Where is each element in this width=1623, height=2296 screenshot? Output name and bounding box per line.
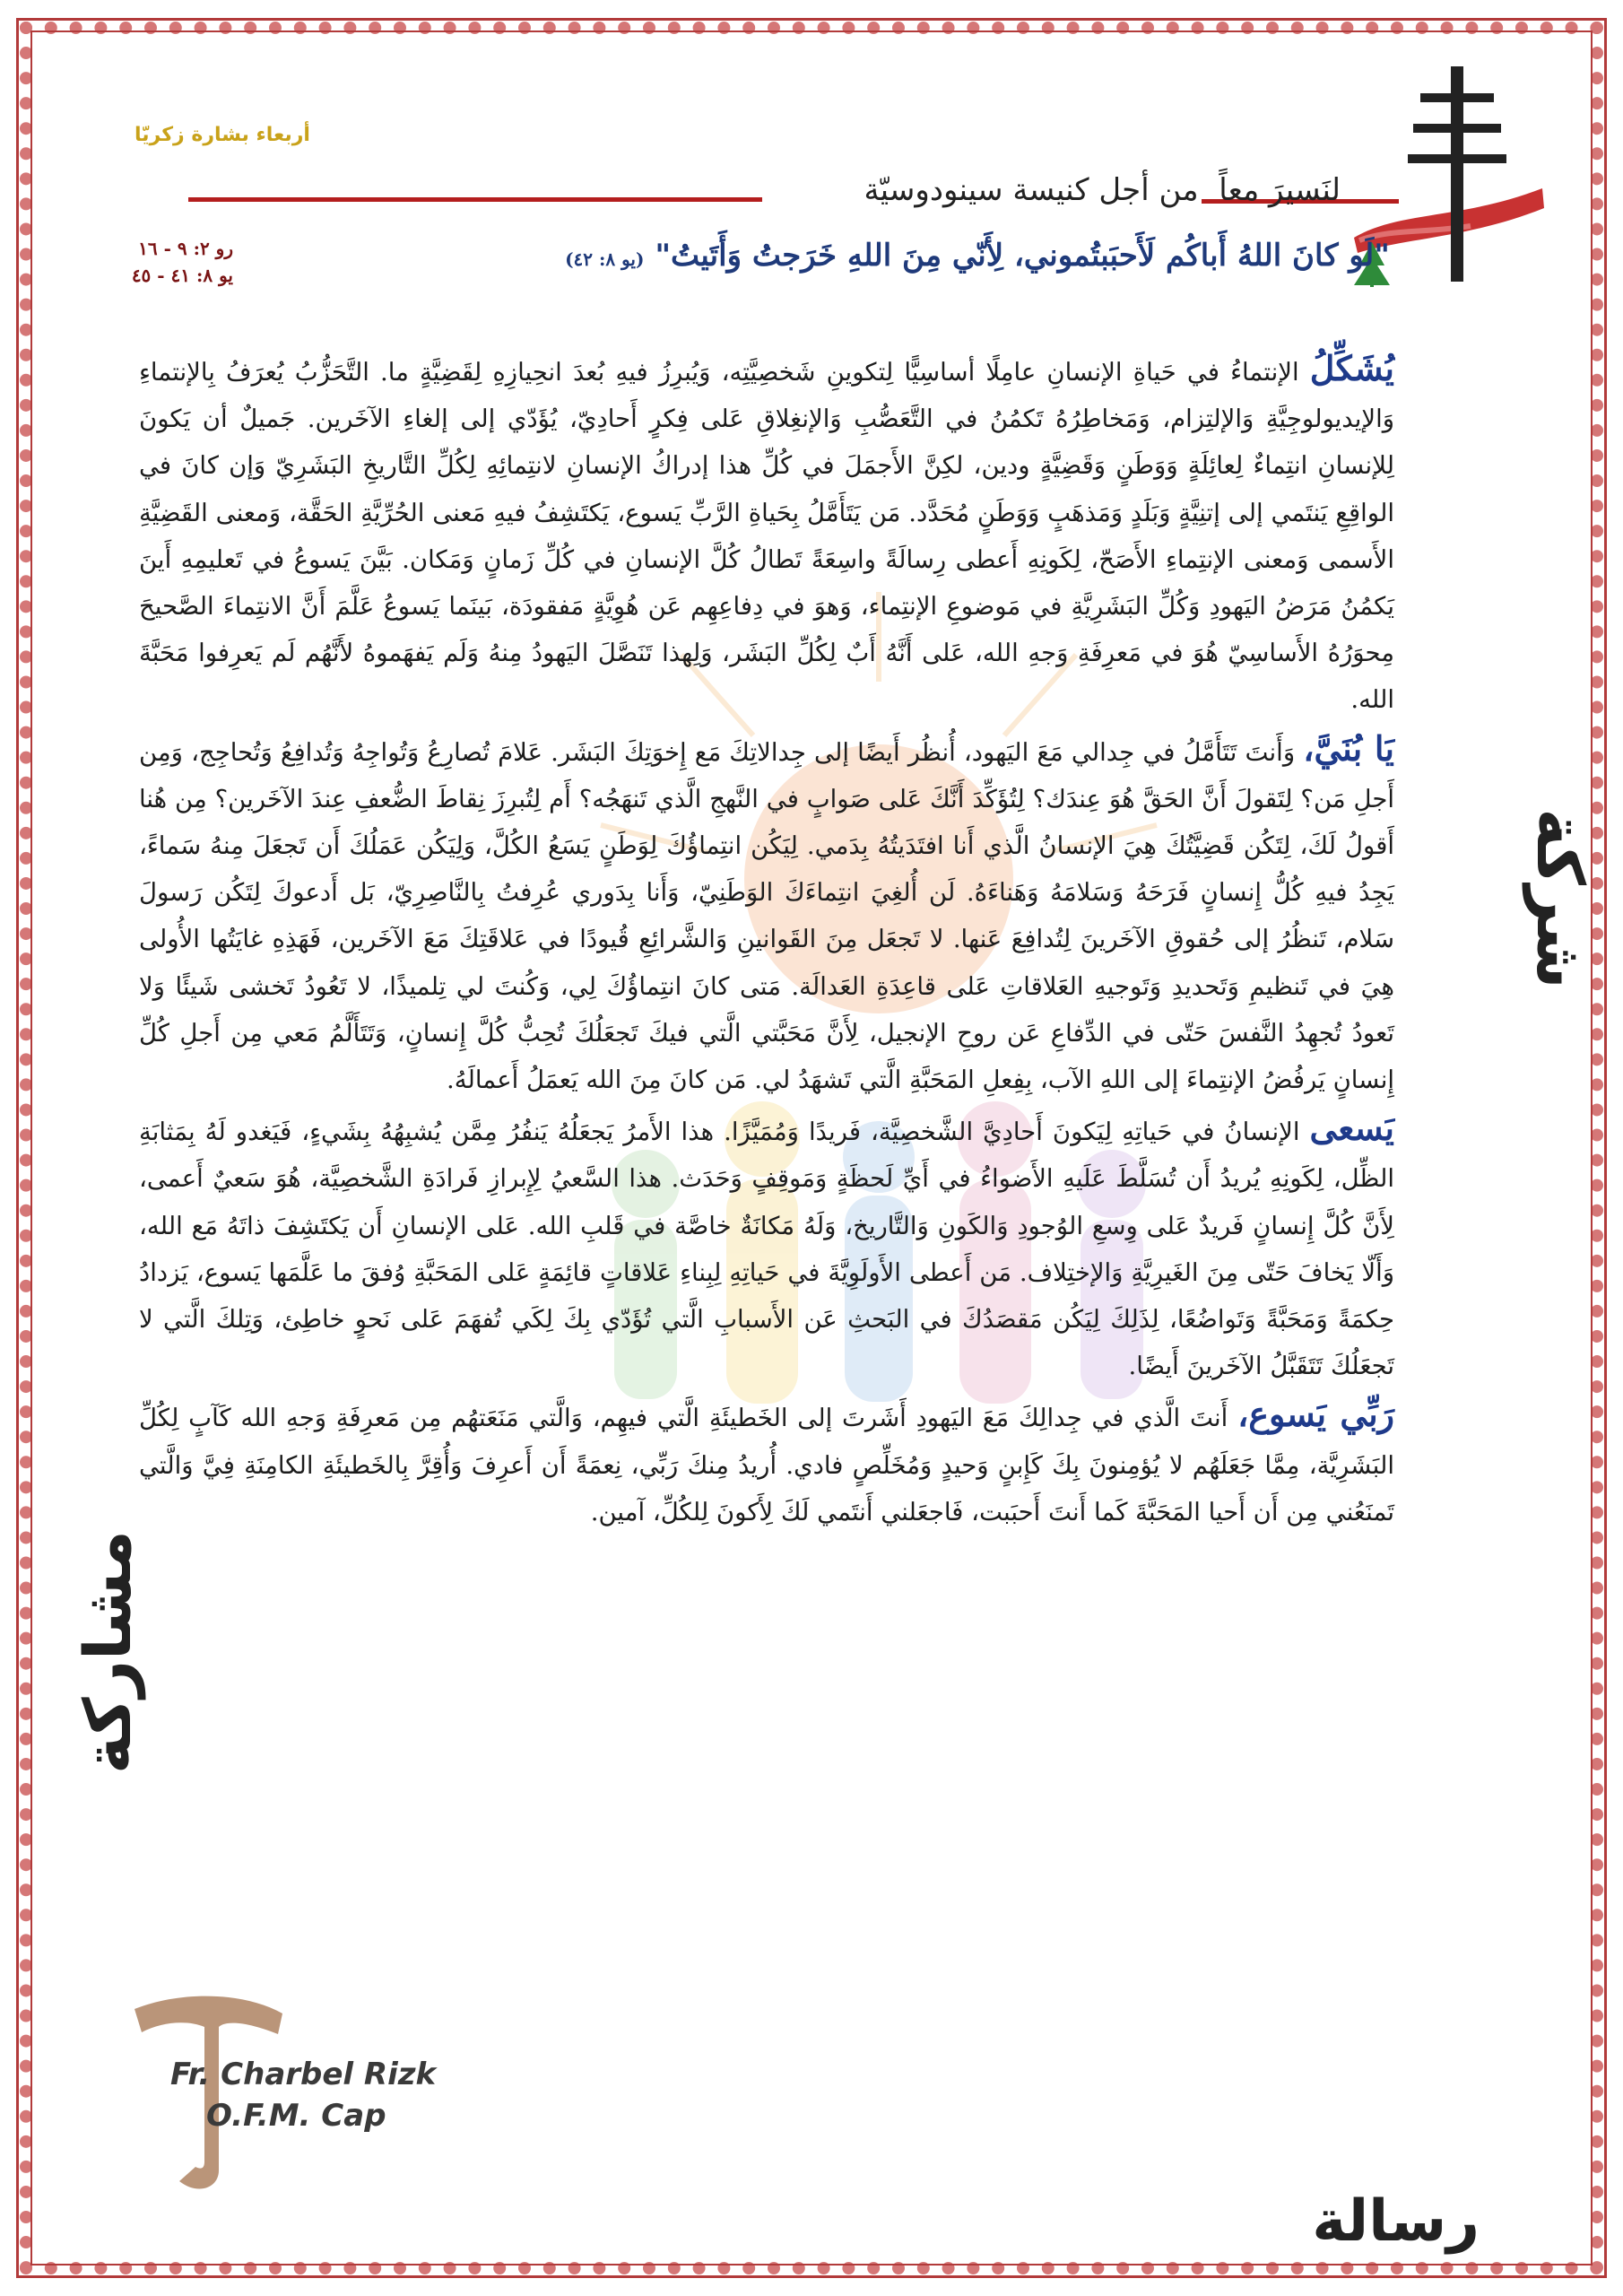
paragraph-seeks — [139, 1105, 1394, 1389]
paragraph-prayer — [139, 1391, 1394, 1535]
paragraph-lead-word: يَا بُنَيَّ، — [1303, 727, 1394, 769]
paragraph-text: الإنسانُ في حَياتِهِ لِيَكونَ أَحادِيَّ الشَّخصِيَّة، فَريدًا وَمُمَيَّزًا. هذا الأَمرُ يَجعَلُهُ يَنفُرُ مِمَّن يُشبِهُهُ بِشَيءٍ، فَيَغدو لَهُ بِمَثابَةِ الظِّل، لِكَونِهِ يُريدُ أَن تُسَلَّطَ عَلَيهِ الأَضواءُ في أَيِّ لَحظَةٍ وَمَوقِفٍ وَحَدَث. هذا السَّعيُ لِإِبرازِ فَرادَةِ الشَّخصِيَّة، هُوَ سَعيٌ أَعمى، لِأَنَّ كُلَّ إِنسانٍ فَريدٌ عَلى وِسعِ الوُجودِ وَالكَونِ وَالتَّاريخ، وَلَهُ مَكانَةٌ خاصَّة في قَلبِ الله. عَلى الإنسانِ أَن يَكتَشِفَ ذاتَهُ مَع الله، وَأَلّا يَخافَ حَتّى مِنَ الغَيرِيَّةِ وَالإختِلاف. مَن أَعطى الأَولَوِيَّةَ في حَياتِهِ لِبِناءِ عَلاقاتٍ قائِمَةٍ عَلى المَحَبَّةِ وُفقَ ما عَلَّمَها يَسوع، يَزدادُ حِكمَةً وَمَحَبَّةً وَتَواضُعًا، لِذَلِكَ لِيَكُن مَقصَدُكَ في البَحثِ عَن الأَسبابِ الَّتي تُؤَدّي بِكَ لِكَي تُفهَمَ عَلى نَحوٍ خاطِئ، وَتِلكَ الَّتي لا تَجعَلُكَ تَتَقَبَّلُ الآخَرينَ أَيضًا. — [139, 1118, 1394, 1381]
paragraph-lead-word: يَسعى — [1309, 1108, 1394, 1149]
header-slogan-rest: من أجل كنيسة سينودوسيّة — [864, 172, 1199, 208]
side-word-participation: مشاركة — [70, 1530, 145, 1774]
quote-text: "لَو كانَ اللهُ أَباكُم لَأَحبَبتُموني، لِأَنّي مِنَ اللهِ خَرَجتُ وَأَتَيتُ" — [655, 238, 1390, 274]
paragraph-text: الإنتماءُ في حَياةِ الإنسانِ عامِلًا أساسِيًّا لِتكوينِ شَخصِيَّتِه، وَيُبرِزُ فيهِ بُعدَ انحِيازِهِ لِقَضِيَّةٍ ما. التَّحَزُّبُ يُعرَفُ بِالإنتماءِ وَالإيديولوجِيَّةِ وَالإلتِزام، وَمَخاطِرُهُ تَكمُنُ في التَّعَصُّبِ وَالإنغِلاقِ عَلى فِكرٍ أَحادِيّ، يُؤَدّي إلى إلغاءِ الآخَرين. جَميلٌ أن يَكونَ لِلإنسانِ انتِماءٌ لِعائِلَةٍ وَوَطَنٍ وَقَضِيَّةٍ ودين، لكِنَّ الأَجمَلَ في كُلِّ هذا إدراكُ الإنسانِ لانتِمائِهِ لِكُلِّ التَّاريخِ البَشَرِيّ وَإن كانَ في الواقِعِ يَنتَمي إلى إتنِيَّةٍ وَبَلَدٍ وَمَذهَبٍ وَوَطَنٍ مُحَدَّد. مَن يَتَأَمَّلُ بِحَياةِ الرَّبِّ يَسوع، يَكتَشِفُ فيهِ مَعنى الحُرِّيَّةِ الحَقَّة، وَمعنى القَضِيَّةِ الأَسمى وَمعنى الإنتِماءِ الأَصَحّ، لِكَونِهِ أَعطى رِسالَةً واسِعَةً تَطالُ كُلَّ الإنسانِ في كُلِّ زَمانٍ وَمَكان. بَيَّنَ يَسوعُ في تَعليمِهِ أَينَ يَكمُنُ مَرَضُ اليَهودِ وَكُلِّ البَشَرِيَّةِ في مَوضوعِ الإنتِماء، وَهوَ في دِفاعِهِم عَن هُوِيَّةٍ مَفقودَة، بَينَما يَسوعُ عَلَّمَ أَنَّ الانتِماءَ الصَّحيحَ مِحوَرُهُ الأَساسِيّ هُوَ في مَعرِفَةِ وَجهِ الله، عَلى أَنَّهُ أَبٌ لِكُلِّ البَشَر، وَلِهذا تَنَصَّلَ اليَهودُ مِنهُ وَلَم يَفهَموهُ لأَنَّهُم لَم يَعرِفوا مَحَبَّةَ الله. — [139, 358, 1394, 715]
quote-reference: (يو ٨: ٤٢) — [565, 248, 645, 270]
paragraph-belonging — [139, 345, 1394, 724]
reflection-body — [139, 345, 1394, 1537]
author-name: Fr. Charbel Rizk — [170, 2057, 437, 2092]
header-divider-left — [188, 197, 762, 202]
header-slogan-together: لنَسيرَ معاً — [1219, 172, 1341, 208]
side-word-mission: رسالة — [1312, 2188, 1480, 2255]
occasion-subtitle: أربعاء بشارة زكريّا — [135, 124, 310, 146]
scripture-references — [117, 235, 233, 289]
paragraph-lead-word: يُشَكِّلُ — [1309, 348, 1394, 388]
paragraph-my-son — [139, 726, 1394, 1104]
side-word-communion: شركة — [1523, 808, 1598, 989]
author-signature — [170, 2054, 457, 2136]
reference-john: يو ٨: ٤١ - ٤٥ — [131, 265, 233, 286]
gospel-quote — [260, 238, 1390, 274]
paragraph-lead-word: رَبِّي يَسوع، — [1237, 1394, 1394, 1435]
reference-romans: رو ٢: ٩ - ١٦ — [138, 238, 233, 259]
paragraph-text: أَنتَ الَّذي في جِدالِكَ مَعَ اليَهودِ أَشَرتَ إلى الخَطيئَةِ الَّتي فيهِم، وَالَّتي مَنَعَتهُم مِن مَعرِفَةِ وَجهِ الله كَآبٍ لِكُلِّ البَشَرِيَّة، مِمَّا جَعَلَهُم لا يُؤمِنونَ بِكَ كَإِبنٍ وَحيدٍ وَمُخَلِّصٍ فادي. أُريدُ مِنكَ رَبِّي، نِعمَةً أَن أَعرِفَ وَأُقِرَّ بِالخَطيئَةِ الكامِنَةِ فِيَّ وَالَّتي تَمنَعُني مِن أَن أَحيا المَحَبَّةَ كَما أَنتَ أَحبَبت، فَاجعَلني أَنتَمي لَكَ لِأَكونَ لِلكُلِّ، آمين. — [139, 1404, 1394, 1526]
paragraph-text: وَأَنتَ تَتَأَمَّلُ في جِدالي مَعَ اليَهود، أُنظُر أَيضًا إلى جِدالاتِكَ مَع إِخوَتِكَ البَشَر. عَلامَ تُصارِعُ وَتُواجِهُ وَتُدافِعُ وَتُحاجِج، وَمِن أَجلِ مَن؟ لِتَقولَ أَنَّ الحَقَّ هُوَ عِندَك؟ لِتُؤَكِّدَ أَنَّكَ عَلى صَوابٍ في النَّهجِ الَّذي تَنهَجُه؟ أَم لِتُبرِزَ نِقاطَ الضُّعفِ عِندَ الآخَرين؟ مِن هُنا أَقولُ لَكَ، لِتَكُن قَضِيَّتُكَ هِيَ الإنسانُ الَّذي أَنا افتَدَيتُهُ بِدَمي. لِيَكُن انتِماؤُكَ لِوَطَنٍ يَسَعُ الكُلَّ، وَلِيَكُن عَمَلُكَ أَن تَجعَلَ مِنهُ سَماءً، يَجِدُ فيهِ كُلُّ إِنسانٍ فَرَحَهُ وَسَلامَهُ وَهَناءَهُ. لَن أُلغِيَ انتِماءَكَ الوَطَنِيّ، وَأَنا بِدَوري عُرِفتُ بِالنَّاصِرِيّ، بَل أَدعوكَ لِتَكُن رَسولَ سَلام، تَنظُرُ إلى حُقوقِ الآخَرينَ لِتُدافِعَ عَنها. لا تَجعَل مِنَ القَوانينِ وَالشَّرائِعِ قُيودًا في عَلاقَتِكَ مَعَ الآخَرين، فَهَذِهِ غايَتُها الأُولى هِيَ في تَنظيمِ وَتَحديدِ وَتَوجيهِ العَلاقاتِ عَلى قاعِدَةِ العَدالَة. مَتى كانَ انتِماؤُكَ لِي، وَكُنتَ لي تِلميذًا، لا تَعُودُ تَخشى شَيئًا وَلا تَعودُ تُجهِدُ النَّفسَ حَتّى في الدِّفاعِ عَن روحِ الإنجيل، لِأَنَّ مَحَبَّتي الَّتي فيكَ تَجعَلُكَ تُحِبُّ كُلَّ إِنسانٍ، وَتَتَأَلَّمُ مَعي مِن أَجلِ كُلِّ إِنسانٍ يَرفُضُ الإنتِماءَ إلى اللهِ الآب، بِفِعلِ المَحَبَّةِ الَّتي تَشهَدُ لي. مَن كانَ مِنَ الله يَعمَلُ أَعمالَهُ. — [139, 737, 1394, 1095]
author-order: O.F.M. Cap — [206, 2098, 386, 2134]
